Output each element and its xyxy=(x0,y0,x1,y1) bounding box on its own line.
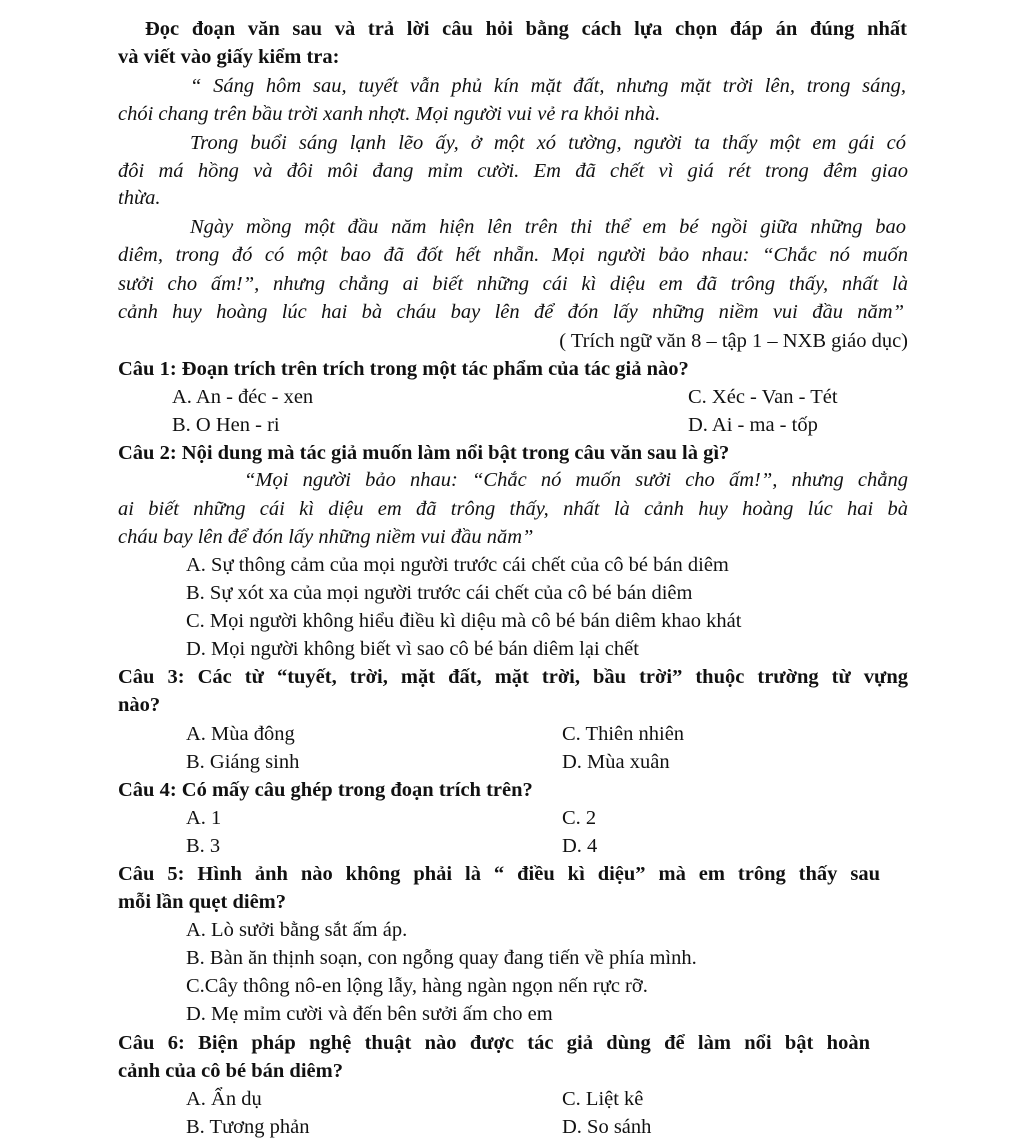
question-6-title-line-2: cảnh của cô bé bán diêm? xyxy=(118,1060,343,1082)
question-3-option-a: A. Mùa đông xyxy=(186,723,295,745)
question-5-option-a: A. Lò sưởi bằng sắt ấm áp. xyxy=(186,919,408,941)
question-4-option-a: A. 1 xyxy=(186,807,222,829)
question-1-title: Câu 1: Đoạn trích trên trích trong một tác phẩm của tác giả nào? xyxy=(118,358,689,380)
passage-line-8: sưởi cho ấm!”, nhưng chẳng ai biết những cái kì diệu em đã trông thấy, nhất là xyxy=(118,273,908,295)
passage-line-5: thừa. xyxy=(118,187,161,209)
question-1-option-d: D. Ai - ma - tốp xyxy=(688,414,818,436)
passage-source: ( Trích ngữ văn 8 – tập 1 – NXB giáo dục) xyxy=(559,330,908,352)
question-5-title-line-1: Câu 5: Hình ảnh nào không phải là “ điều kì diệu” mà em trông thấy sau xyxy=(118,863,880,885)
question-2-quote-line-1: “Mọi người bảo nhau: “Chắc nó muốn sưởi cho ấm!”, nhưng chẳng xyxy=(244,469,908,491)
question-1-option-a: A. An - đéc - xen xyxy=(172,386,314,408)
question-6-option-d: D. So sánh xyxy=(562,1116,652,1138)
passage-line-1: “ Sáng hôm sau, tuyết vẫn phủ kín mặt đất, nhưng mặt trời lên, trong sáng, xyxy=(190,75,906,97)
question-4-option-c: C. 2 xyxy=(562,807,597,829)
question-4-title: Câu 4: Có mấy câu ghép trong đoạn trích trên? xyxy=(118,779,533,801)
question-2-option-d: D. Mọi người không biết vì sao cô bé bán diêm lại chết xyxy=(186,638,639,660)
question-1-option-c: C. Xéc - Van - Tét xyxy=(688,386,838,408)
question-2-quote-line-3: cháu bay lên để đón lấy những niềm vui đầu năm” xyxy=(118,526,534,548)
question-4-option-b: B. 3 xyxy=(186,835,221,857)
question-2-quote-line-2: ai biết những cái kì diệu em đã trông thấy, nhất là cảnh huy hoàng lúc hai bà xyxy=(118,498,908,520)
passage-line-2: chói chang trên bầu trời xanh nhợt. Mọi người vui vẻ ra khỏi nhà. xyxy=(118,103,661,125)
question-1-option-b: B. O Hen - ri xyxy=(172,414,280,436)
passage-line-4: đôi má hồng và đôi môi đang mỉm cười. Em đã chết vì giá rét trong đêm giao xyxy=(118,160,908,182)
question-3-option-d: D. Mùa xuân xyxy=(562,751,670,773)
passage-line-3: Trong buổi sáng lạnh lẽo ấy, ở một xó tường, người ta thấy một em gái có xyxy=(190,132,906,154)
passage-line-9: cảnh huy hoàng lúc hai bà cháu bay lên để đón lấy những niềm vui đầu năm” xyxy=(118,301,904,323)
question-2-option-b: B. Sự xót xa của mọi người trước cái chết của cô bé bán diêm xyxy=(186,582,693,604)
question-3-title-line-2: nào? xyxy=(118,694,161,716)
question-6-title-line-1: Câu 6: Biện pháp nghệ thuật nào được tác giả dùng để làm nổi bật hoàn xyxy=(118,1032,870,1054)
passage-line-7: diêm, trong đó có một bao đã đốt hết nhẵn. Mọi người bảo nhau: “Chắc nó muốn xyxy=(118,244,908,266)
question-2-option-c: C. Mọi người không hiểu điều kì diệu mà cô bé bán diêm khao khát xyxy=(186,610,742,632)
question-2-title: Câu 2: Nội dung mà tác giả muốn làm nổi bật trong câu văn sau là gì? xyxy=(118,442,730,464)
question-6-option-c: C. Liệt kê xyxy=(562,1088,644,1110)
question-6-option-b: B. Tương phản xyxy=(186,1116,310,1138)
instruction-line-1: Đọc đoạn văn sau và trả lời câu hỏi bằng cách lựa chọn đáp án đúng nhất xyxy=(145,18,907,40)
question-3-option-b: B. Giáng sinh xyxy=(186,751,300,773)
question-4-option-d: D. 4 xyxy=(562,835,598,857)
question-6-option-a: A. Ẩn dụ xyxy=(186,1088,262,1110)
question-5-option-d: D. Mẹ mỉm cười và đến bên sưởi ấm cho em xyxy=(186,1003,553,1025)
passage-line-6: Ngày mồng một đầu năm hiện lên trên thi thể em bé ngồi giữa những bao xyxy=(190,216,906,238)
question-5-option-c: C.Cây thông nô-en lộng lẫy, hàng ngàn ngọn nến rực rỡ. xyxy=(186,975,648,997)
question-5-option-b: B. Bàn ăn thịnh soạn, con ngỗng quay đang tiến về phía mình. xyxy=(186,947,697,969)
instruction-line-2: và viết vào giấy kiểm tra: xyxy=(118,46,340,68)
question-5-title-line-2: mỗi lần quẹt diêm? xyxy=(118,891,286,913)
question-2-option-a: A. Sự thông cảm của mọi người trước cái chết của cô bé bán diêm xyxy=(186,554,729,576)
question-3-title-line-1: Câu 3: Các từ “tuyết, trời, mặt đất, mặt trời, bầu trời” thuộc trường từ vựng xyxy=(118,666,908,688)
question-3-option-c: C. Thiên nhiên xyxy=(562,723,685,745)
